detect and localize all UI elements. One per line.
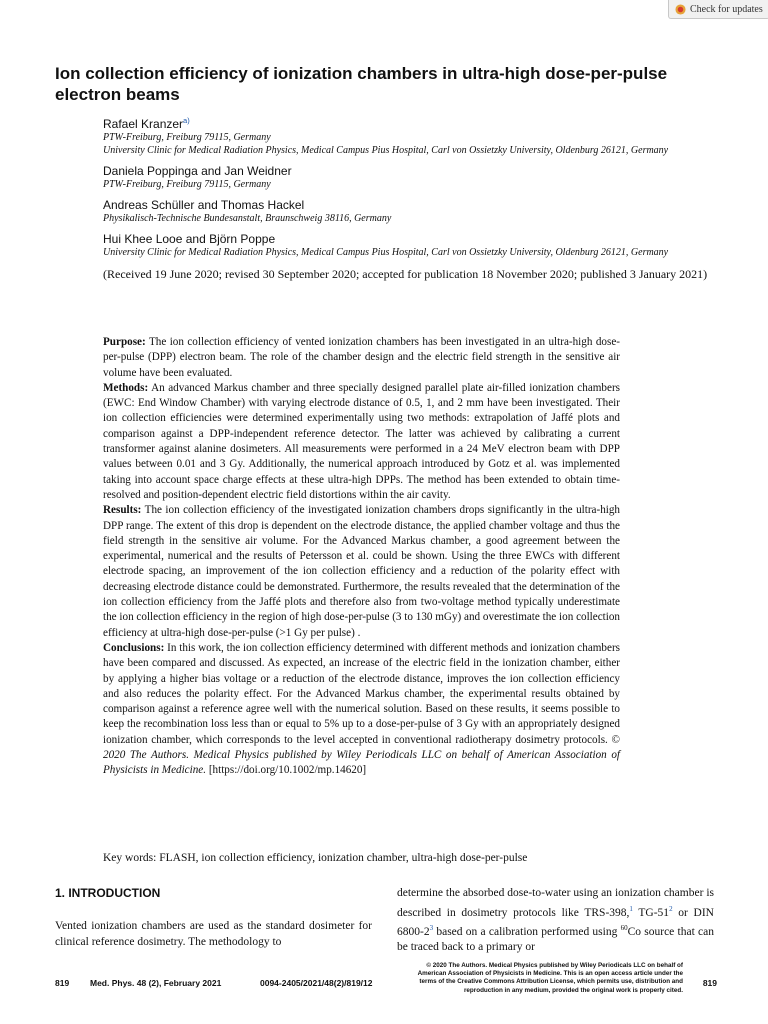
- author-block: [103, 114, 713, 157]
- author-affiliation: PTW-Freiburg, Freiburg 79115, Germany: [103, 179, 271, 190]
- author-affiliation: University Clinic for Medical Radiation Physics, Medical Campus Pius Hospital, Carl von Ossietzky University, Oldenburg 26121, Germany: [103, 247, 669, 258]
- citation-link[interactable]: 1: [629, 904, 633, 913]
- author-block: [103, 198, 713, 225]
- author-name: Andreas Schüller and Thomas Hackel: [103, 198, 305, 212]
- author-name: Rafael Kranzer$^{a)}$: [103, 116, 190, 131]
- author-block: [103, 232, 713, 259]
- author-affiliation: Physikalisch-Technische Bundesanstalt, Braunschweig 38116, Germany: [103, 213, 392, 224]
- isotope-superscript: 60: [620, 923, 628, 932]
- citation-link[interactable]: 3: [429, 923, 434, 932]
- abstract-methods: Methods: An advanced Markus chamber and three specially designed parallel plate air-filled ionization chambers (EWC: End Window Chamber) with varying electrode distance of 0.5, 1, and 2 mm have been investigated. Their ion collection efficiencies were determined experimentally using two methods: extrapolation of Jaffé plots and comparison against a DPP-independent reference detector. The latter was achieved by calibrating a current transformer against alanine dosimeters. All measurements were performed in a 24 MeV electron beam with DPP values between 0.01 and 3 Gy. Additionally, the numerical approach introduced by Gotz et al. was implemented taking into account space charge effects at these ultra-high DPPs. The method has been extended to obtain time-resolved and position-dependent electric field distortions within the air cavity.: [103, 381, 620, 501]
- page-footer: [55, 962, 717, 1002]
- author-affiliation: University Clinic for Medical Radiation Physics, Medical Campus Pius Hospital, Carl von Ossietzky University, Oldenburg 26121, Germany: [103, 145, 669, 156]
- author-name: Hui Khee Looe and Björn Poppe: [103, 232, 276, 246]
- check-for-updates-label: Check for updates: [690, 3, 763, 15]
- section-heading: 1. INTRODUCTION: [55, 886, 161, 900]
- doi-link[interactable]: [https://doi.org/10.1002/mp.14620]: [208, 764, 367, 777]
- abstract-results: Results: The ion collection efficiency of the investigated ionization chambers drops significantly in the ultra-high DPP range. The extent of this drop is dependent on the electrode distance, the applied chamber voltage and thus the field strength in the sensitive air volume. For the Advanced Markus chamber, a good agreement between the experimental, numerical and the results of Petersson et al. could be shown. Using the three EWCs with different electrode spacing, an improvement of the ion collection efficiency and a reduction of the polarity effect with decreasing electrode distance could be demonstrated. Furthermore, the results revealed that the determination of the ion collection efficiency from the Jaffé plots and therefore also from two-voltage method typically underestimate the ion collection efficiency in the region of high dose-per-pulse (3 to 130 mGy) and overestimate the ion collection efficiency at ultra-high dose-per-pulse (>1 Gy per pulse) .: [103, 504, 620, 639]
- received-dates: (Received 19 June 2020; revised 30 September 2020; accepted for publication 18 November 2020; published 3 January 2021): [103, 267, 708, 281]
- abstract: [103, 335, 620, 779]
- intro-paragraph-left: Vented ionization chambers are used as the standard dosimeter for clinical reference dosimetry. The methodology to: [55, 920, 372, 948]
- issn: 0094-2405/2021/48(2)/819/12: [260, 978, 373, 988]
- keywords: Key words: FLASH, ion collection efficiency, ionization chamber, ultra-high dose-per-pulse: [103, 852, 528, 864]
- article-title: Ion collection efficiency of ionization chambers in ultra-high dose-per-pulse electron beams: [55, 64, 668, 104]
- abstract-conclusions: Conclusions: In this work, the ion collection efficiency determined with different methods and ionization chambers have been compared and discussed. As expected, an increase of the electric field in the ionization chamber, either by applying a higher bias voltage or a reduction of the electrode distance, improves the ion collection efficiency and also reduces the polarity effect. For the Advanced Markus chamber, the experimental results obtained by comparison against a reference agree well with the numerical solution. Based on these results, it seems possible to keep the recombination loss less than or equal to 5% up to a dose-per-pulse of 3 Gy with an appropriately designed ionization chamber, which corresponds to the level accepted in conventional radiotherapy dosimetry protocols. © 2020 The Authors. Medical Physics published by Wiley Periodicals LLC on behalf of American Association of Physicists in Medicine. [https://doi.org/10.1002/mp.14620]: [103, 641, 620, 777]
- intro-paragraph-right: determine the absorbed dose-to-water using an ionization chamber is described in dosimetry protocols like TRS-398,$^1$ TG-51$^2$ or DIN 6800-2$^3$ based on a calibration performed using $^{60}$Co source that can be traced back to a primary or: [397, 887, 714, 954]
- author-name: Daniela Poppinga and Jan Weidner: [103, 164, 292, 178]
- page-number-right: 819: [702, 978, 717, 988]
- check-for-updates-button[interactable]: [668, 0, 768, 19]
- citation-link[interactable]: 2: [669, 904, 673, 913]
- journal-reference: Med. Phys. 48 (2), February 2021: [90, 978, 222, 988]
- abstract-label: Purpose:: [103, 336, 146, 348]
- author-note-link[interactable]: a): [183, 116, 190, 125]
- abstract-label: Methods:: [103, 381, 149, 394]
- author-affiliation: PTW-Freiburg, Freiburg 79115, Germany: [103, 132, 271, 143]
- author-block: [103, 164, 713, 191]
- copyright-statement: 2020 The Authors. Medical Physics published by Wiley Periodicals LLC on behalf of American Association of Physicists in Medicine.: [103, 749, 620, 777]
- license-notice: © 2020 The Authors. Medical Physics published by Wiley Periodicals LLC on behalf of American Association of Physicists in Medicine. This is an open access article under the terms of the Creative Commons Attribution License, which permits use, distribution and reproduction in any medium, provided the original work is properly cited.: [417, 962, 683, 994]
- abstract-label: Results:: [103, 504, 142, 517]
- check-for-updates-icon: [675, 4, 686, 15]
- abstract-label: Conclusions:: [103, 641, 165, 654]
- page-number-left: 819: [55, 978, 70, 988]
- abstract-purpose: Purpose: The ion collection efficiency of vented ionization chambers has been investigated in an ultra-high dose-per-pulse (DPP) electron beam. The role of the chamber design and the electric field strength in the sensitive air volume have been evaluated.: [103, 336, 620, 379]
- author-list: [103, 114, 713, 281]
